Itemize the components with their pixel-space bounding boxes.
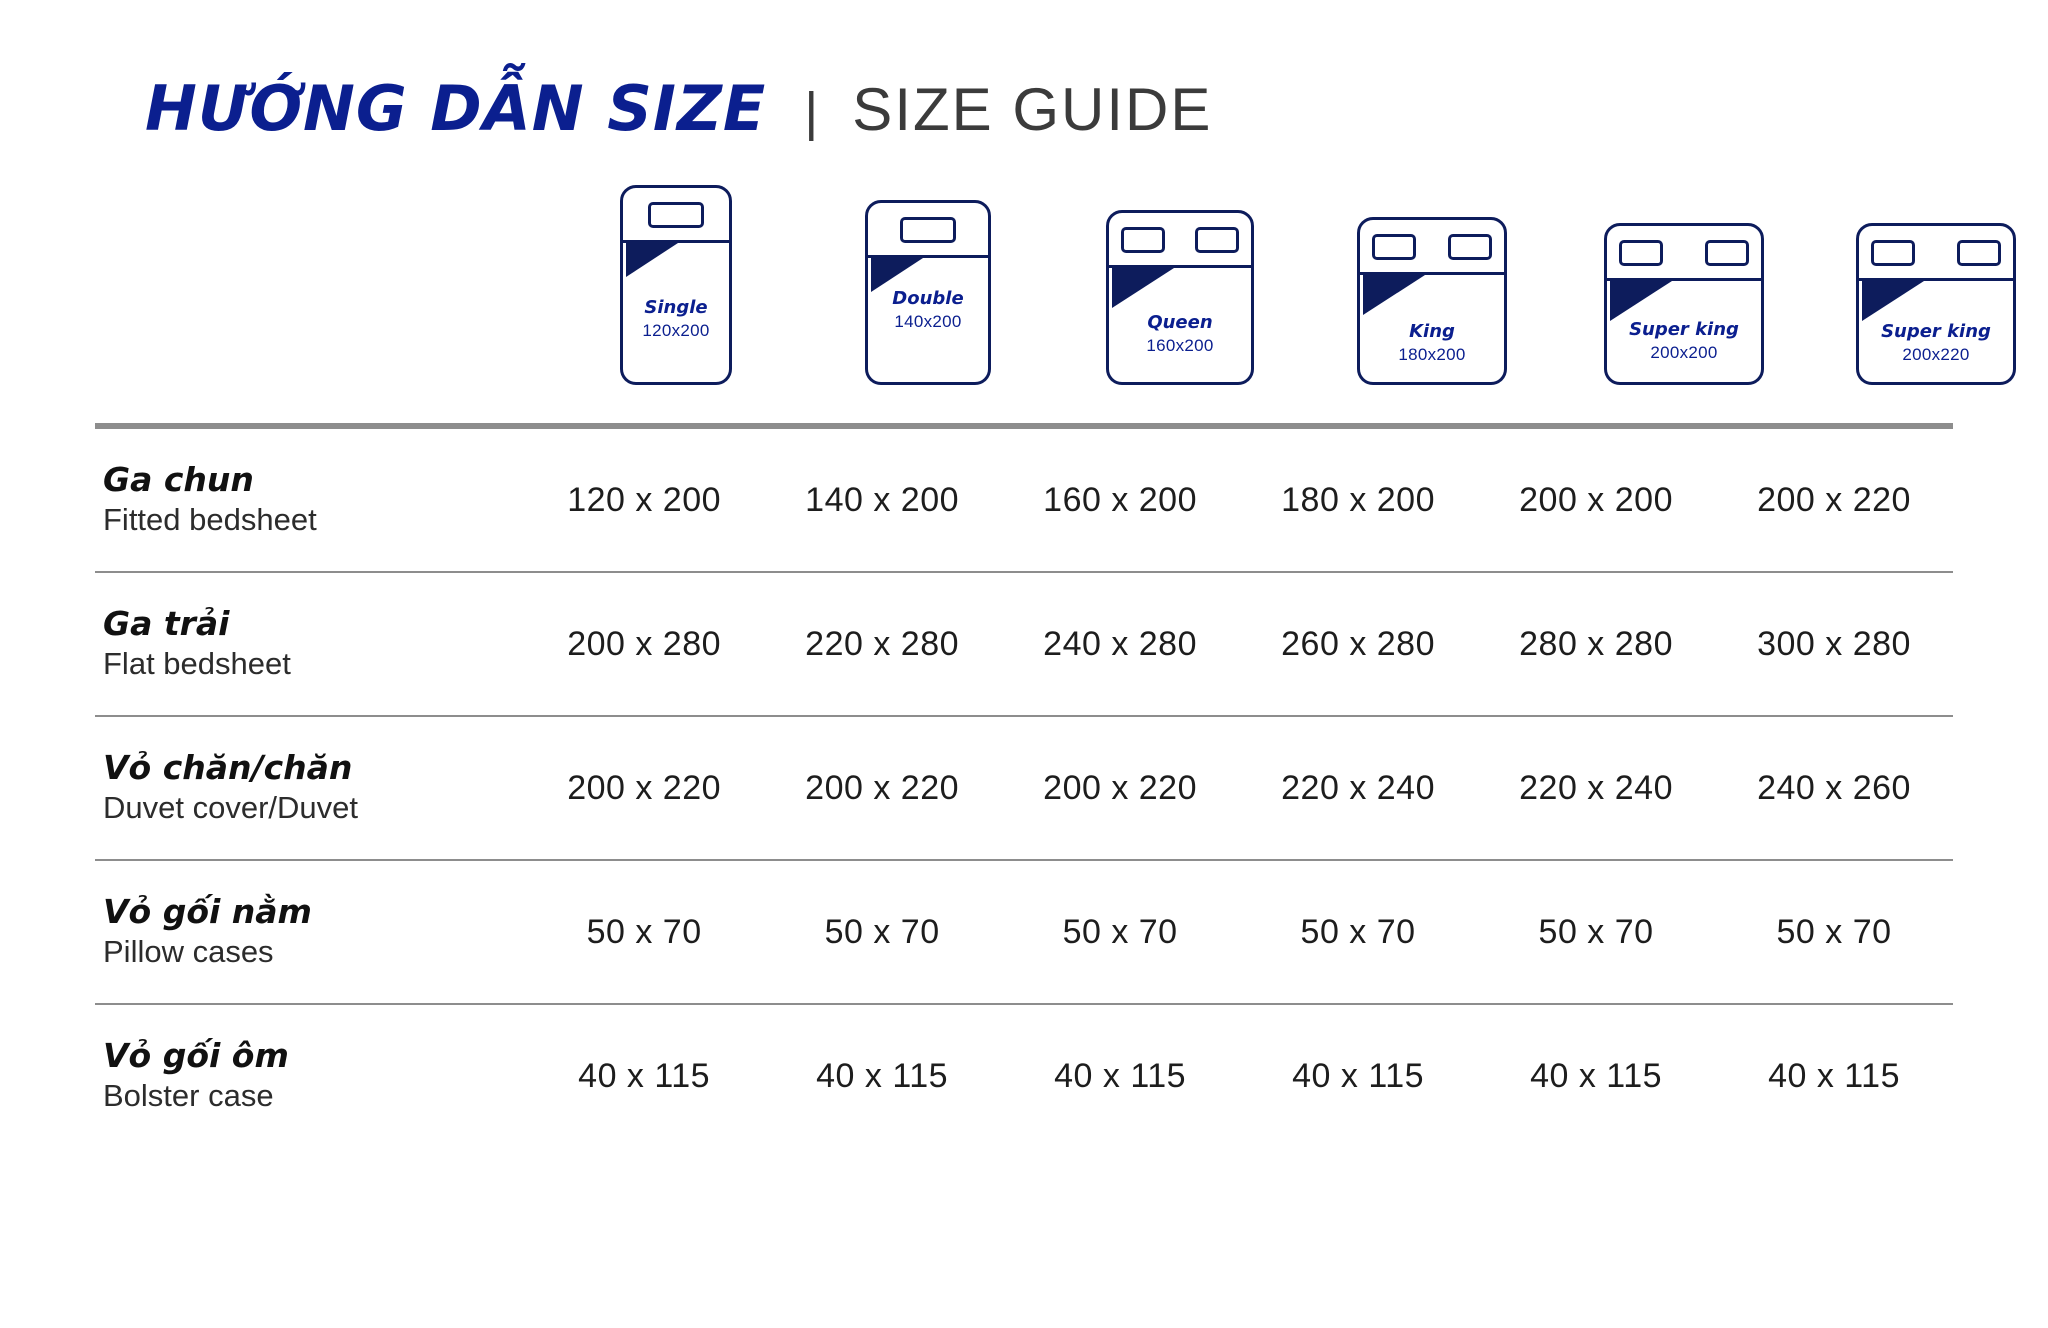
cell-value: 220 x 280 (805, 624, 960, 663)
bed-name: Double (892, 288, 964, 309)
pillow-icon (900, 217, 956, 243)
cell-value: 200 x 280 (567, 624, 722, 663)
bed-dimension: 200x200 (1650, 343, 1718, 363)
table-row (95, 717, 1953, 859)
bed-name: Super king (1881, 321, 1991, 342)
cell-value: 40 x 115 (578, 1056, 711, 1095)
cell-value: 50 x 70 (1300, 912, 1416, 951)
cell-value: 200 x 220 (805, 768, 960, 807)
pillow-icon (1372, 234, 1416, 260)
table-row (95, 861, 1953, 1003)
blanket-fold-icon (1112, 268, 1174, 308)
bed-icon-super-king-200x220 (1856, 223, 2016, 385)
row-label (95, 1035, 525, 1117)
cell-value: 50 x 70 (824, 912, 940, 951)
cell-value: 200 x 200 (1519, 480, 1673, 519)
cell-value: 200 x 220 (1757, 480, 1911, 519)
bed-illustration-queen (1054, 210, 1306, 385)
table-row (95, 573, 1953, 715)
pillow-icon (1448, 234, 1492, 260)
row-label-english: Fitted bedsheet (103, 502, 317, 538)
cell-value: 220 x 240 (1519, 768, 1673, 807)
bed-icon-super-king-200x200 (1604, 223, 1764, 385)
bed-illustration-single (550, 185, 802, 385)
cell-value: 140 x 200 (805, 480, 960, 519)
row-label-english: Bolster case (103, 1078, 274, 1114)
bed-dimension: 200x220 (1902, 345, 1970, 365)
row-label-vietnamese: Ga trải (103, 604, 230, 644)
bed-dimension: 160x200 (1146, 336, 1214, 356)
cell-value: 50 x 70 (586, 912, 702, 951)
blanket-fold-icon (1363, 275, 1425, 315)
bed-name: Queen (1147, 312, 1213, 333)
cell-value: 40 x 115 (1768, 1056, 1900, 1095)
row-label-vietnamese: Vỏ gối ôm (103, 1036, 289, 1076)
cell-value: 240 x 260 (1757, 768, 1911, 807)
bed-caption (1859, 320, 2013, 367)
row-label-english: Pillow cases (103, 934, 274, 970)
pillow-icon (648, 202, 704, 228)
blanket-fold-icon (1862, 281, 1924, 321)
cell-value: 260 x 280 (1281, 624, 1435, 663)
row-label-vietnamese: Vỏ gối nằm (103, 892, 312, 932)
table-row (95, 429, 1953, 571)
bed-icon-queen (1106, 210, 1254, 385)
row-label-vietnamese: Ga chun (103, 460, 254, 500)
cell-value: 50 x 70 (1538, 912, 1654, 951)
bed-caption (868, 287, 988, 334)
row-label (95, 747, 525, 829)
row-label-english: Duvet cover/Duvet (103, 790, 358, 826)
pillow-icon (1705, 240, 1749, 266)
cell-value: 50 x 70 (1062, 912, 1178, 951)
row-label (95, 603, 525, 685)
cell-value: 280 x 280 (1519, 624, 1673, 663)
cell-value: 40 x 115 (1292, 1056, 1425, 1095)
row-label (95, 459, 525, 541)
bed-dimension: 120x200 (642, 321, 710, 341)
size-table (95, 423, 1953, 1147)
bed-dimension: 140x200 (894, 312, 962, 332)
cell-value: 40 x 115 (1054, 1056, 1187, 1095)
bed-caption (1109, 311, 1251, 358)
bed-icon-single (620, 185, 732, 385)
row-label-english: Flat bedsheet (103, 646, 291, 682)
cell-value: 200 x 220 (1043, 768, 1198, 807)
bed-illustration-super-king-200x220 (1810, 223, 2048, 385)
row-label-vietnamese: Vỏ chăn/chăn (103, 748, 353, 788)
cell-value: 160 x 200 (1043, 480, 1198, 519)
bed-caption (1607, 318, 1761, 365)
pillow-icon (1871, 240, 1915, 266)
cell-value: 200 x 220 (567, 768, 722, 807)
blanket-fold-icon (1610, 281, 1672, 321)
pillow-icon (1957, 240, 2001, 266)
page-title-vietnamese: HƯỚNG DẪN SIZE (145, 72, 767, 145)
bed-illustration-double (802, 200, 1054, 385)
pillow-icon (1195, 227, 1239, 253)
pillow-icon (1121, 227, 1165, 253)
table-row (95, 1005, 1953, 1147)
page-title (0, 0, 2048, 145)
bed-dimension: 180x200 (1398, 345, 1466, 365)
cell-value: 50 x 70 (1776, 912, 1892, 951)
pillow-icon (1619, 240, 1663, 266)
bed-name: King (1409, 321, 1455, 342)
cell-value: 240 x 280 (1043, 624, 1198, 663)
cell-value: 40 x 115 (816, 1056, 949, 1095)
cell-value: 300 x 280 (1757, 624, 1911, 663)
cell-value: 220 x 240 (1281, 768, 1435, 807)
cell-value: 180 x 200 (1281, 480, 1435, 519)
cell-value: 40 x 115 (1530, 1056, 1663, 1095)
bed-caption (1360, 320, 1504, 367)
row-label (95, 891, 525, 973)
bed-illustration-king (1306, 217, 1558, 385)
bed-icon-king (1357, 217, 1507, 385)
cell-value: 120 x 200 (567, 480, 722, 519)
blanket-fold-icon (626, 243, 678, 277)
title-separator: | (804, 82, 819, 142)
bed-illustration-row (0, 145, 2048, 385)
bed-name: Super king (1629, 319, 1739, 340)
bed-illustration-super-king-200x200 (1558, 223, 1810, 385)
bed-caption (623, 296, 729, 343)
bed-icon-double (865, 200, 991, 385)
bed-name: Single (644, 297, 708, 318)
page-title-english: SIZE GUIDE (852, 76, 1213, 143)
